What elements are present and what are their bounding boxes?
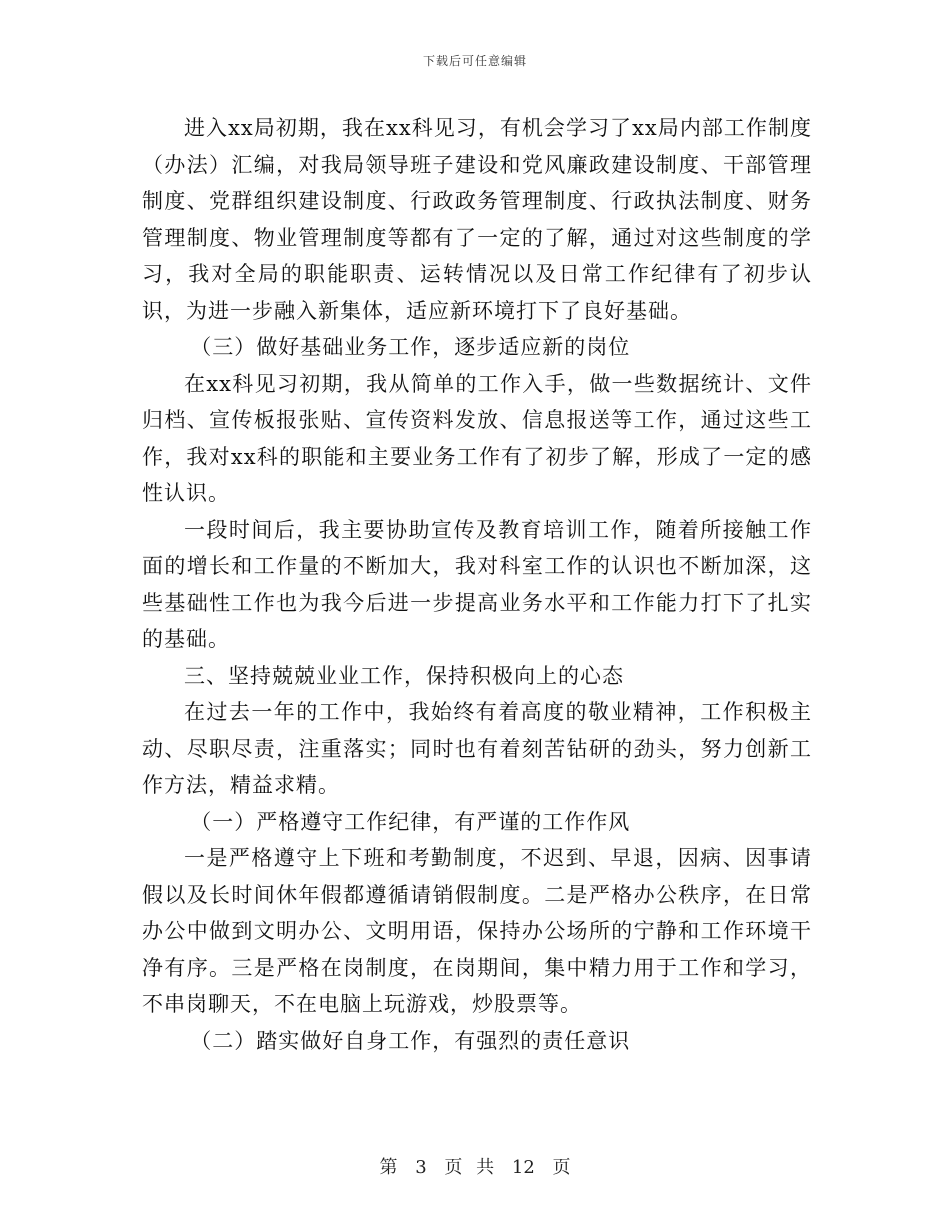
paragraph: 在xx科见习初期，我从简单的工作入手，做一些数据统计、文件归档、宣传板报张贴、宣传资料发放、信息报送等工作，通过这些工作，我对xx科的职能和主要业务工作有了初步了解，形成了一定的感性认识。 <box>142 371 812 505</box>
footer-mid: 页 共 <box>444 1157 495 1178</box>
section-heading: （二）踏实做好自身工作，有强烈的责任意识 <box>190 1028 631 1053</box>
section-heading: （三）做好基础业务工作，逐步适应新的岗位 <box>190 335 631 359</box>
current-page-number: 3 <box>415 1157 427 1178</box>
document-body <box>142 110 812 1059</box>
page-footer <box>0 1153 950 1179</box>
section-heading: 三、坚持兢兢业业工作，保持积极向上的心态 <box>184 663 624 688</box>
paragraph: 一是严格遵守上下班和考勤制度，不迟到、早退，因病、因事请假以及长时间休年假都遵循请销假制度。二是严格办公秩序，在日常办公中做到文明办公、文明用语，保持办公场所的宁静和工作环境干净有序。三是严格在岗制度，在岗期间，集中精力用于工作和学习，不串岗聊天，不在电脑上玩游戏，炒股票等。 <box>142 846 812 1016</box>
paragraph: 进入xx局初期，我在xx科见习，有机会学习了xx局内部工作制度（办法）汇编，对我局领导班子建设和党风廉政建设制度、干部管理制度、党群组织建设制度、行政政务管理制度、行政执法制度、财务管理制度、物业管理制度等都有了一定的了解，通过对这些制度的学习，我对全局的职能职责、运转情况以及日常工作纪律有了初步认识，为进一步融入新集体，适应新环境打下了良好基础。 <box>142 116 812 323</box>
paragraph: 一段时间后，我主要协助宣传及教育培训工作，随着所接触工作面的增长和工作量的不断加大，我对科室工作的认识也不断加深，这些基础性工作也为我今后进一步提高业务水平和工作能力打下了扎实的基础。 <box>142 517 812 651</box>
footer-prefix: 第 <box>379 1157 398 1178</box>
footer-suffix: 页 <box>552 1157 571 1178</box>
total-page-count: 12 <box>511 1157 535 1178</box>
paragraph: 在过去一年的工作中，我始终有着高度的敬业精神，工作积极主动、尽职尽责，注重落实；同时也有着刻苦钻研的劲头，努力创新工作方法，精益求精。 <box>142 700 812 797</box>
page-header: 下载后可任意编辑 <box>422 54 527 68</box>
section-heading: （一）严格遵守工作纪律，有严谨的工作作风 <box>190 809 631 834</box>
